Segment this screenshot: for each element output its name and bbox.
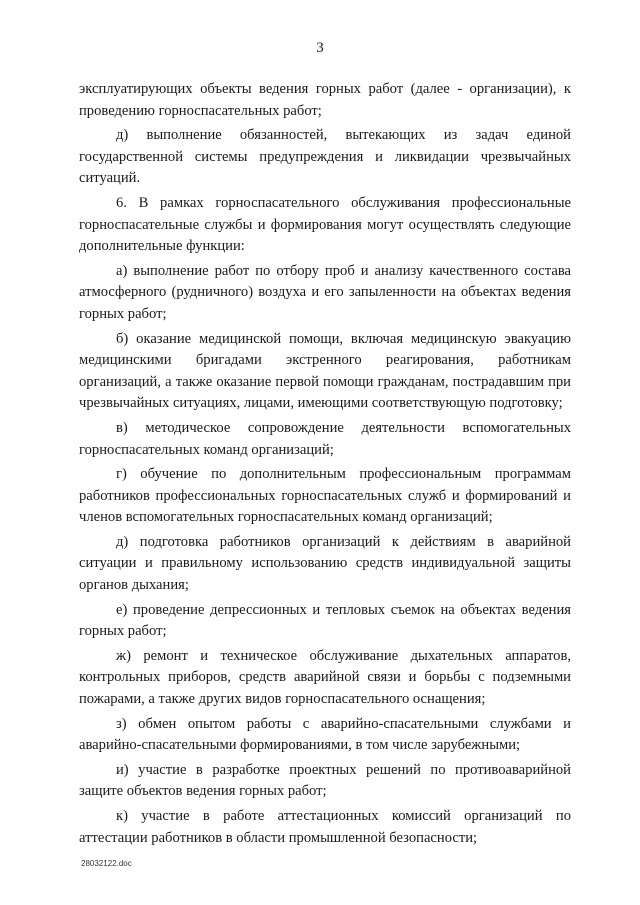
paragraph-item-g: г) обучение по дополнительным профессиональным программам работников профессиональных горноспасательных служб и формирований и членов вспомогательных горноспасательных команд организаций; — [79, 466, 571, 526]
paragraph-item-b: б) оказание медицинской помощи, включая медицинскую эвакуацию медицинскими бригадами экстренного реагирования, работникам организаций, а также оказание первой помощи гражданам, пострадавшим при чрезвычайных ситуациях, лицами, имеющими соответствующую подготовку; — [79, 330, 571, 412]
document-body — [79, 79, 571, 852]
paragraph-section-6: 6. В рамках горноспасательного обслуживания профессиональные горноспасательные службы и формирования могут осуществлять следующие дополнительные функции: — [79, 194, 571, 255]
paragraph-continuation: эксплуатирующих объекты ведения горных работ (далее - организации), к проведению горноспасательных работ; — [79, 81, 571, 119]
paragraph-item-zh: ж) ремонт и техническое обслуживание дыхательных аппаратов, контрольных приборов, средств аварийной связи и борьбы с подземными пожарами, а также других видов горноспасательного оснащения; — [79, 647, 571, 708]
page-number: 3 — [316, 40, 324, 56]
paragraph-item-i: и) участие в разработке проектных решений по противоаварийной защите объектов ведения горных работ; — [79, 761, 571, 800]
paragraph-item-a: а) выполнение работ по отбору проб и анализу качественного состава атмосферного (рудничного) воздуха и его запыленности на объектах ведения горных работ; — [79, 262, 571, 322]
paragraph-item-d-obligations: д) выполнение обязанностей, вытекающих из задач единой государственной системы предупреждения и ликвидации чрезвычайных ситуаций. — [79, 127, 571, 187]
paragraph-item-v: в) методическое сопровождение деятельности вспомогательных горноспасательных команд организаций; — [79, 419, 571, 458]
footer-file-name: 28032122.doc — [81, 859, 132, 868]
paragraph-item-z: з) обмен опытом работы с аварийно-спасательными службами и аварийно-спасательными формированиями, в том числе зарубежными; — [79, 715, 571, 754]
paragraph-item-d: д) подготовка работников организаций к действиям в аварийной ситуации и правильному использованию средств индивидуальной защиты органов дыхания; — [79, 533, 571, 594]
paragraph-item-k: к) участие в работе аттестационных комиссий организаций по аттестации работников в области промышленной безопасности; — [79, 808, 571, 846]
paragraph-item-e: е) проведение депрессионных и тепловых съемок на объектах ведения горных работ; — [79, 601, 571, 640]
